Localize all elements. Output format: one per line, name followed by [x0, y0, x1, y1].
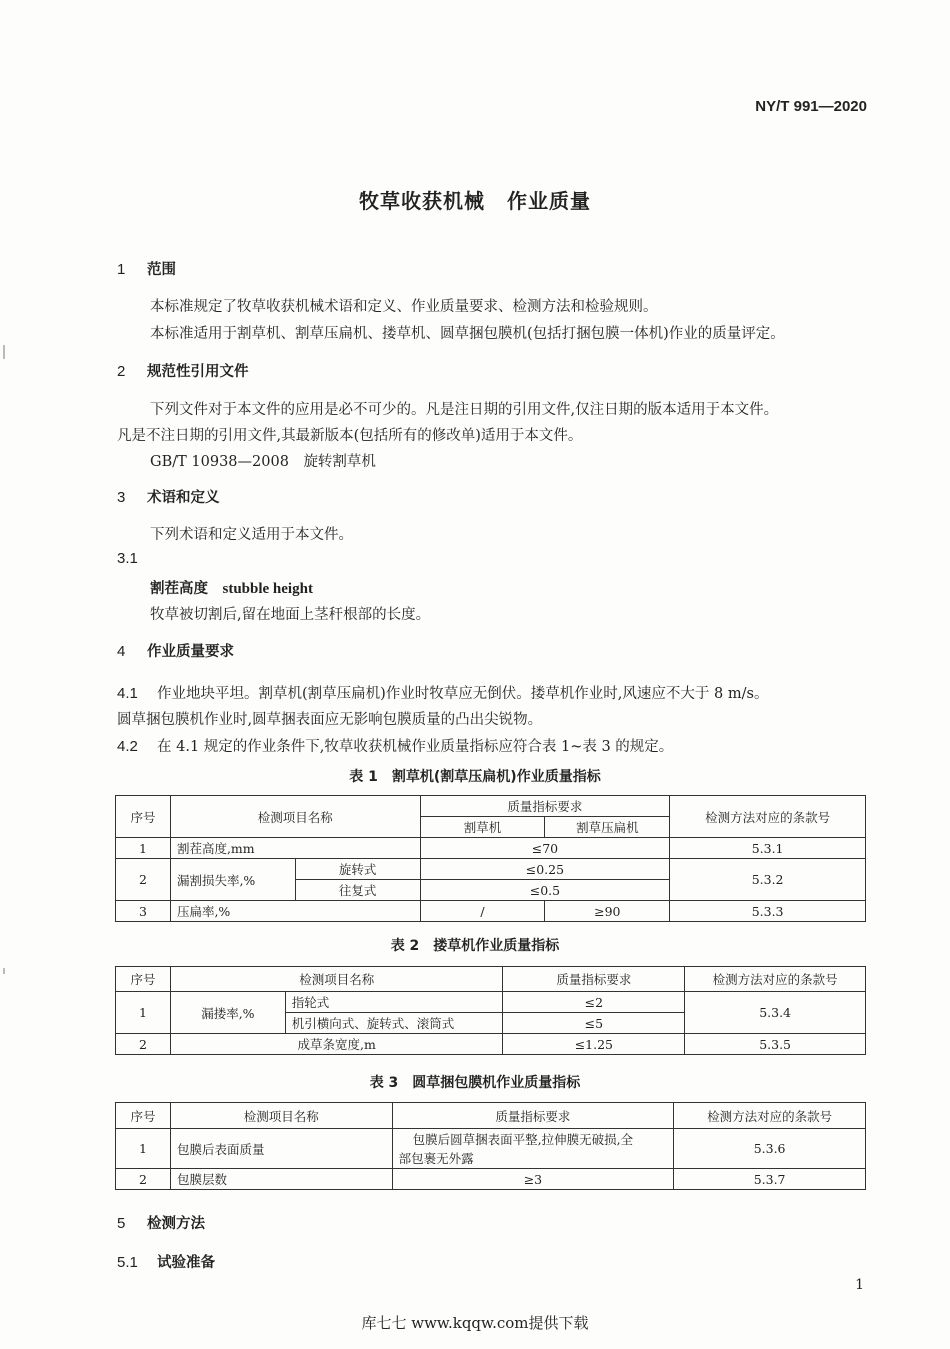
table-header: 割草机 — [420, 817, 545, 838]
table-cell: 5.3.1 — [670, 838, 866, 859]
scan-mark — [3, 968, 5, 974]
clause-3-1-number: 3.1 — [117, 550, 138, 567]
term-entry: 割茬高度 stubble height — [150, 581, 313, 597]
table-header: 序号 — [116, 967, 171, 992]
table-cell: 成草条宽度,m — [170, 1034, 503, 1055]
table-cell: 5.3.4 — [685, 992, 866, 1034]
table-cell: 5.3.3 — [670, 901, 866, 922]
table-2 — [115, 966, 866, 1055]
table-cell: / — [420, 901, 545, 922]
table-row — [116, 992, 866, 1013]
table-1 — [115, 795, 866, 922]
section-3-heading: 3 术语和定义 — [117, 489, 220, 506]
table-cell: ≥3 — [392, 1169, 674, 1190]
table-header: 检测方法对应的条款号 — [674, 1103, 866, 1129]
table-header: 检测方法对应的条款号 — [670, 796, 866, 838]
table-1-caption: 表 1 割草机(割草压扁机)作业质量指标 — [349, 769, 601, 785]
table-cell: 漏搂率,% — [170, 992, 285, 1034]
term-definition: 牧草被切割后,留在地面上茎秆根部的长度。 — [150, 607, 431, 623]
table-3-caption: 表 3 圆草捆包膜机作业质量指标 — [369, 1075, 581, 1091]
table-cell: 5.3.2 — [670, 859, 866, 901]
table-cell: 2 — [116, 859, 171, 901]
table-cell: ≥90 — [545, 901, 670, 922]
table-cell: 机引横向式、旋转式、滚筒式 — [285, 1013, 503, 1034]
table-cell: 往复式 — [295, 880, 420, 901]
table-cell: 包膜后表面质量 — [170, 1129, 392, 1169]
table-3 — [115, 1102, 866, 1190]
section-1-heading: 1 范围 — [117, 261, 176, 278]
table-cell: 指轮式 — [285, 992, 503, 1013]
table-cell: 1 — [116, 838, 171, 859]
table-cell: 包膜层数 — [170, 1169, 392, 1190]
section-3-paragraph: 下列术语和定义适用于本文件。 — [150, 527, 353, 543]
table-cell: 压扁率,% — [170, 901, 420, 922]
scan-mark — [3, 345, 5, 359]
table-cell: ≤1.25 — [503, 1034, 685, 1055]
table-cell: ≤70 — [420, 838, 670, 859]
table-2-caption: 表 2 搂草机作业质量指标 — [390, 938, 560, 954]
normative-reference: GB/T 10938—2008 旋转割草机 — [150, 454, 376, 470]
table-header: 检测项目名称 — [170, 1103, 392, 1129]
table-cell: 5.3.5 — [685, 1034, 866, 1055]
section-4-heading: 4 作业质量要求 — [117, 643, 234, 660]
page-number: 1 — [855, 1277, 864, 1293]
document-title: 牧草收获机械 作业质量 — [359, 189, 591, 213]
table-header: 检测方法对应的条款号 — [685, 967, 866, 992]
download-footer: 库七七 www.kqqw.com提供下载 — [361, 1314, 589, 1332]
table-row — [116, 1129, 866, 1169]
table-cell: 5.3.6 — [674, 1129, 866, 1169]
clause-4-1-line-1: 4.1 作业地块平坦。割草机(割草压扁机)作业时牧草应无倒伏。搂草机作业时,风速应不大于 8 m/s。 — [117, 685, 769, 702]
table-cell: 3 — [116, 901, 171, 922]
table-header: 序号 — [116, 796, 171, 838]
table-cell: ≤0.25 — [420, 859, 670, 880]
table-cell: 旋转式 — [295, 859, 420, 880]
clause-5-1-heading: 5.1 试验准备 — [117, 1254, 215, 1271]
table-row — [116, 1034, 866, 1055]
section-1-paragraph-1: 本标准规定了牧草收获机械术语和定义、作业质量要求、检测方法和检验规则。 — [150, 299, 658, 315]
table-cell: 割茬高度,mm — [170, 838, 420, 859]
table-cell: 2 — [116, 1169, 171, 1190]
clause-4-2: 4.2 在 4.1 规定的作业条件下,牧草收获机械作业质量指标应符合表 1~表 3 的规定。 — [117, 738, 674, 755]
section-2-paragraph-line-2: 凡是不注日期的引用文件,其最新版本(包括所有的修改单)适用于本文件。 — [117, 428, 583, 444]
table-header: 质量指标要求 — [392, 1103, 674, 1129]
table-row — [116, 838, 866, 859]
section-2-heading: 2 规范性引用文件 — [117, 363, 249, 380]
section-5-heading: 5 检测方法 — [117, 1215, 205, 1232]
table-header: 质量指标要求 — [420, 796, 670, 817]
section-1-paragraph-2: 本标准适用于割草机、割草压扁机、搂草机、圆草捆包膜机(包括打捆包膜一体机)作业的质量评定。 — [150, 326, 785, 342]
table-header: 割草压扁机 — [545, 817, 670, 838]
table-cell: 5.3.7 — [674, 1169, 866, 1190]
table-header: 序号 — [116, 1103, 171, 1129]
table-cell: 包膜后圆草捆表面平整,拉伸膜无破损,全 部包裹无外露 — [392, 1129, 674, 1169]
table-row — [116, 901, 866, 922]
table-cell: ≤5 — [503, 1013, 685, 1034]
table-cell: 1 — [116, 1129, 171, 1169]
table-cell: ≤0.5 — [420, 880, 670, 901]
table-row — [116, 859, 866, 880]
table-header: 检测项目名称 — [170, 796, 420, 838]
section-2-paragraph-line-1: 下列文件对于本文件的应用是必不可少的。凡是注日期的引用文件,仅注日期的版本适用于本文件。 — [150, 402, 779, 418]
table-cell: ≤2 — [503, 992, 685, 1013]
standard-number: NY/T 991—2020 — [755, 98, 867, 115]
table-cell: 漏割损失率,% — [170, 859, 295, 901]
table-header: 检测项目名称 — [170, 967, 503, 992]
table-row — [116, 1169, 866, 1190]
clause-4-1-line-2: 圆草捆包膜机作业时,圆草捆表面应无影响包膜质量的凸出尖锐物。 — [117, 712, 543, 728]
table-header: 质量指标要求 — [503, 967, 685, 992]
table-cell: 2 — [116, 1034, 171, 1055]
table-cell: 1 — [116, 992, 171, 1034]
